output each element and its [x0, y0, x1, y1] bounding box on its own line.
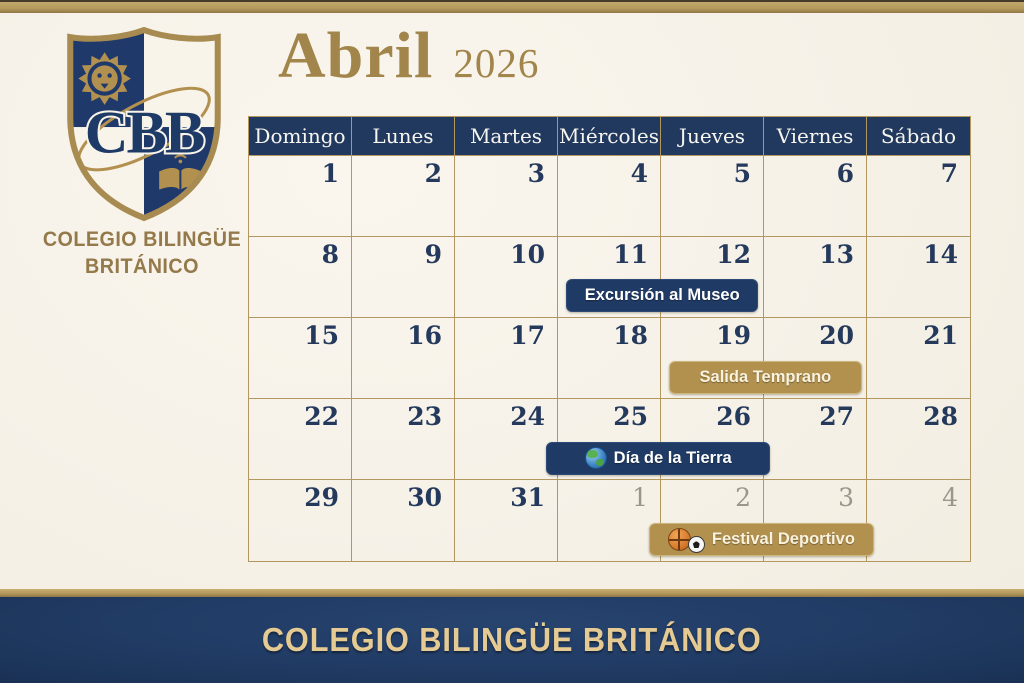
day-header-martes: Martes	[455, 117, 558, 155]
date-number: 11	[613, 240, 648, 269]
calendar-cell	[249, 480, 352, 561]
date-number: 24	[510, 402, 545, 431]
calendar-cell	[455, 156, 558, 237]
date-number: 26	[716, 402, 751, 431]
date-number: 21	[923, 321, 958, 350]
calendar-cell	[352, 480, 455, 561]
calendar-cell	[352, 156, 455, 237]
date-number: 19	[716, 321, 751, 350]
soccer-ball-icon	[688, 536, 705, 553]
date-number: 6	[836, 159, 854, 188]
day-header-domingo: Domingo	[249, 117, 352, 155]
event-banner	[669, 361, 862, 394]
event-banner	[546, 442, 771, 475]
calendar-cell	[352, 399, 455, 480]
date-number: 4	[630, 159, 648, 188]
calendar-cell	[249, 237, 352, 318]
date-number: 17	[510, 321, 545, 350]
calendar-cell	[455, 318, 558, 399]
earth-icon	[585, 447, 607, 469]
date-number: 1	[321, 159, 339, 188]
calendar-cell	[352, 318, 455, 399]
date-number: 1	[632, 483, 648, 512]
event-banner	[566, 279, 759, 312]
calendar-cell	[764, 156, 867, 237]
calendar-cell	[867, 399, 970, 480]
calendar	[248, 116, 971, 562]
calendar-header-row	[248, 116, 971, 156]
calendar-cell	[558, 156, 661, 237]
calendar-cell	[558, 480, 661, 561]
calendar-cell	[249, 399, 352, 480]
date-number: 3	[838, 483, 854, 512]
year-label: 2026	[453, 40, 540, 86]
date-number: 31	[510, 483, 545, 512]
date-number: 5	[733, 159, 751, 188]
date-number: 16	[407, 321, 442, 350]
date-number: 2	[424, 159, 442, 188]
date-number: 2	[735, 483, 751, 512]
calendar-cell	[867, 480, 970, 561]
date-number: 22	[304, 402, 339, 431]
footer-gold-divider	[0, 589, 1024, 597]
event-label: Festival Deportivo	[711, 530, 855, 548]
date-number: 9	[424, 240, 442, 269]
date-number: 23	[407, 402, 442, 431]
date-number: 27	[819, 402, 854, 431]
calendar-cell	[558, 318, 661, 399]
date-number: 15	[304, 321, 339, 350]
school-crest	[58, 24, 230, 222]
date-number: 14	[923, 240, 958, 269]
school-name-line1: COLEGIO BILINGÜE	[42, 228, 242, 251]
date-number: 4	[942, 483, 958, 512]
calendar-cell	[249, 318, 352, 399]
day-header-viernes: Viernes	[764, 117, 867, 155]
top-gold-band	[0, 2, 1024, 13]
calendar-cell	[455, 480, 558, 561]
crest-monogram: CBB	[84, 99, 204, 167]
school-name-line2: BRITÁNICO	[85, 255, 199, 278]
calendar-cell	[867, 237, 970, 318]
calendar-body	[248, 156, 971, 562]
date-number: 25	[613, 402, 648, 431]
month-title: Abril	[278, 19, 434, 92]
calendar-cell	[764, 399, 867, 480]
event-label: Salida Temprano	[699, 367, 832, 386]
day-header-miercoles: Miércoles	[558, 117, 661, 155]
basketball-icon	[668, 528, 691, 551]
calendar-cell	[764, 237, 867, 318]
calendar-cell	[249, 156, 352, 237]
date-number: 30	[407, 483, 442, 512]
date-number: 7	[940, 159, 958, 188]
date-number: 20	[819, 321, 854, 350]
date-number: 13	[819, 240, 854, 269]
calendar-cell	[352, 237, 455, 318]
date-number: 29	[304, 483, 339, 512]
calendar-cell	[867, 156, 970, 237]
event-label: Excursión al Museo	[584, 286, 740, 305]
calendar-cell	[455, 237, 558, 318]
date-number: 8	[321, 240, 339, 269]
calendar-cell	[661, 156, 764, 237]
date-number: 12	[716, 240, 751, 269]
month-title-block	[278, 18, 539, 94]
date-number: 18	[613, 321, 648, 350]
footer-school-name: COLEGIO BILINGÜE BRITÁNICO	[262, 621, 762, 658]
school-name	[9, 226, 276, 280]
day-header-sabado: Sábado	[867, 117, 970, 155]
event-banner	[649, 523, 874, 556]
date-number: 3	[527, 159, 545, 188]
footer-bar	[0, 597, 1024, 683]
day-header-lunes: Lunes	[352, 117, 455, 155]
date-number: 10	[510, 240, 545, 269]
day-header-jueves: Jueves	[661, 117, 764, 155]
date-number: 28	[923, 402, 958, 431]
calendar-cell	[867, 318, 970, 399]
event-label: Día de la Tierra	[613, 448, 732, 467]
calendar-cell	[455, 399, 558, 480]
